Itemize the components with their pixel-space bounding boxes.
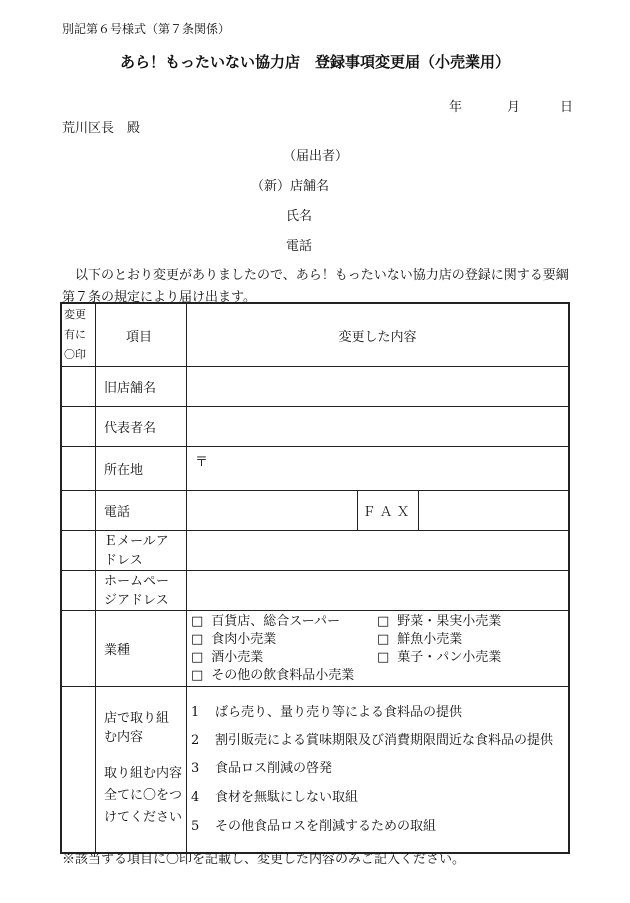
addressee: 荒川区長 殿 xyxy=(62,121,141,136)
table-row xyxy=(61,571,569,611)
industry-option-label: 野菜・果実小売業 xyxy=(397,614,502,629)
representative-input[interactable] xyxy=(187,407,570,447)
phone-input[interactable] xyxy=(187,491,358,530)
applicant-label: （届出者） xyxy=(283,149,349,164)
form-title: あら！もったいない協力店 登録事項変更届（小売業用） xyxy=(119,53,510,71)
table-row xyxy=(61,367,569,407)
effort-item[interactable] xyxy=(191,760,564,777)
phone-row-label: 電話 xyxy=(96,491,187,531)
checkbox-icon[interactable]: □ xyxy=(191,650,204,665)
intro-text: 以下のとおり変更がありましたので、あら！もったいない協力店の登録に関する要綱第７条の規定により届け出ます。 xyxy=(62,268,569,305)
checkbox-icon[interactable]: □ xyxy=(191,632,204,647)
old-shop-name-label: 旧店舗名 xyxy=(96,367,187,407)
effort-text: 食材を無駄にしない取組 xyxy=(215,789,359,805)
efforts-instruction-line: 取り組む内容 xyxy=(104,766,183,781)
efforts-label xyxy=(96,687,187,853)
date-month-label: 月 xyxy=(507,100,521,115)
postal-mark: 〒 xyxy=(195,455,209,470)
change-flag-cell[interactable] xyxy=(61,447,96,491)
homepage-label-line: ホームペー xyxy=(104,573,170,589)
change-flag-cell[interactable] xyxy=(61,571,96,611)
location-label: 所在地 xyxy=(96,447,187,491)
representative-label: 代表者名 xyxy=(96,407,187,447)
footnote: ※該当する項目に〇印を記載し、変更した内容のみご記入ください。 xyxy=(62,852,466,867)
checkbox-icon[interactable]: □ xyxy=(377,650,390,665)
table-row xyxy=(61,611,569,687)
table-row xyxy=(61,407,569,447)
flag-header-line: 変更 xyxy=(64,308,86,321)
phone-label: 電話 xyxy=(286,239,313,254)
effort-number: 4 xyxy=(191,789,200,805)
fax-label: ＦＡＸ xyxy=(358,491,419,530)
industry-option[interactable] xyxy=(191,631,377,648)
efforts-instruction-line: 全てに〇をつ xyxy=(104,788,183,803)
effort-text: 食品ロス削減の啓発 xyxy=(215,760,333,776)
change-flag-cell[interactable] xyxy=(61,491,96,531)
spacer xyxy=(104,747,182,763)
homepage-label xyxy=(96,571,187,611)
change-flag-cell[interactable] xyxy=(61,367,96,407)
effort-text: その他食品ロスを削減するための取組 xyxy=(215,818,437,834)
flag-header-line: 有に xyxy=(64,328,86,341)
industry-option[interactable] xyxy=(191,613,377,630)
change-form-table xyxy=(60,302,570,854)
effort-number: 2 xyxy=(191,732,200,748)
email-label xyxy=(96,531,187,571)
effort-text: ばら売り、量り売り等による食料品の提供 xyxy=(215,704,463,720)
effort-number: 5 xyxy=(191,818,200,834)
content-header: 変更した内容 xyxy=(187,303,570,367)
industry-option-label: 食肉小売業 xyxy=(211,632,277,647)
change-flag-cell[interactable] xyxy=(61,611,96,687)
change-flag-cell[interactable] xyxy=(61,407,96,447)
table-row xyxy=(61,687,569,853)
homepage-label-line: ジアドレス xyxy=(104,592,169,608)
effort-item[interactable] xyxy=(191,818,564,835)
old-shop-name-input[interactable] xyxy=(187,367,570,407)
effort-number: 3 xyxy=(191,760,200,776)
effort-item[interactable] xyxy=(191,732,564,749)
table-header-row xyxy=(61,303,569,367)
homepage-input[interactable] xyxy=(187,571,570,611)
industry-option-label: その他の飲食料品小売業 xyxy=(211,668,355,683)
form-number: 別記第６号様式（第７条関係） xyxy=(62,22,231,36)
industry-label: 業種 xyxy=(96,611,187,687)
date-day-label: 日 xyxy=(560,100,574,115)
flag-header-line: 〇印 xyxy=(64,348,86,361)
industry-option[interactable] xyxy=(377,649,567,666)
date-year-label: 年 xyxy=(449,100,463,115)
efforts-list xyxy=(187,687,570,853)
industry-option-label: 酒小売業 xyxy=(211,650,264,665)
phone-fax-cell xyxy=(187,491,570,531)
industry-option-label: 鮮魚小売業 xyxy=(397,632,463,647)
checkbox-icon[interactable]: □ xyxy=(377,614,390,629)
industry-option[interactable] xyxy=(191,649,377,666)
table-row xyxy=(61,491,569,531)
efforts-label-line: む内容 xyxy=(104,730,144,745)
industry-options xyxy=(187,611,570,687)
industry-option[interactable] xyxy=(191,667,567,684)
name-label: 氏名 xyxy=(286,209,313,224)
item-header: 項目 xyxy=(96,303,187,367)
change-flag-cell[interactable] xyxy=(61,687,96,853)
table-row xyxy=(61,447,569,491)
fax-input[interactable] xyxy=(419,491,568,530)
industry-option[interactable] xyxy=(377,631,567,648)
change-flag-cell[interactable] xyxy=(61,531,96,571)
effort-item[interactable] xyxy=(191,789,564,806)
checkbox-icon[interactable]: □ xyxy=(191,614,204,629)
email-label-line: ドレス xyxy=(104,552,143,568)
new-shop-name-label: （新）店舗名 xyxy=(251,179,330,194)
efforts-label-line: 店で取り組 xyxy=(104,711,170,726)
change-flag-header xyxy=(61,303,96,367)
effort-number: 1 xyxy=(191,704,200,720)
email-label-line: Ｅメールア xyxy=(104,533,169,549)
checkbox-icon[interactable]: □ xyxy=(191,668,204,683)
email-input[interactable] xyxy=(187,531,570,571)
location-input[interactable] xyxy=(187,447,570,491)
effort-item[interactable] xyxy=(191,704,564,721)
efforts-instruction-line: けてください xyxy=(104,810,183,825)
industry-option-label: 百貨店、総合スーパー xyxy=(211,614,340,629)
table-row xyxy=(61,531,569,571)
industry-option-label: 菓子・パン小売業 xyxy=(397,650,502,665)
checkbox-icon[interactable]: □ xyxy=(377,632,390,647)
effort-text: 割引販売による賞味期限及び消費期限間近な食料品の提供 xyxy=(215,732,554,748)
industry-option[interactable] xyxy=(377,613,567,630)
